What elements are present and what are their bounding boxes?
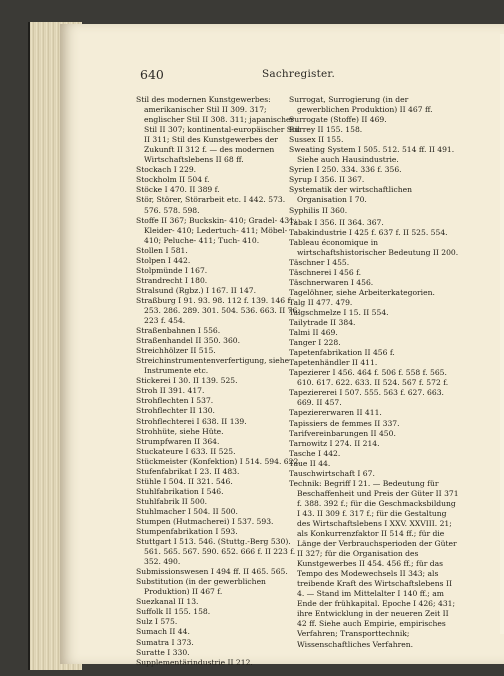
index-entry: Streichinstrumentenverfertigung, siehe Instrumente etc. — [136, 356, 290, 376]
index-entry: Stufenfabrikat I 23. II 483. — [136, 466, 240, 476]
index-entry: Tasche I 442. — [289, 448, 341, 458]
index-entry: Täschnerwaren I 456. — [289, 277, 374, 287]
index-entry: Stroh II 391. 417. — [136, 386, 205, 396]
index-entry: Submissionswesen I 494 ff. II 465. 565. — [136, 567, 288, 577]
index-entry: Tanger I 228. — [289, 338, 341, 348]
index-entry: Stuttgart I 513. 546. (Stuttg.-Berg 530). 561. 565. 567. 590. 652. 666 f. II 223 f. 352. 490. — [136, 537, 296, 567]
index-entry: Strohflechter II 130. — [136, 406, 215, 416]
index-entry: Stöcke I 470. II 389 f. — [136, 185, 220, 195]
index-entry: Stralsund (Rgbz.) I 167. II 147. — [136, 285, 257, 295]
page-number: 640 — [140, 67, 164, 82]
index-entry: Stühle I 504. II 321. 546. — [136, 476, 233, 486]
index-entry: Tapissiers de femmes II 337. — [289, 418, 400, 428]
index-entry: Tapetenfabrikation II 456 f. — [289, 348, 395, 358]
index-entry: Stuhlfabrik II 500. — [136, 496, 208, 506]
index-entry: Tabakindustrie I 425 f. 637 f. II 525. 554. — [289, 227, 448, 237]
index-entry: Suffolk II 155. 158. — [136, 607, 211, 617]
index-entry: Stuckateure I 633. II 525. — [136, 446, 236, 456]
index-entry: Technik: Begriff I 21. — Bedeutung für Beschaffenheit und Preis der Güter II 371 f. 388. 392 f.; für die Geschmacksbildung I 43. II 309 f. 317 f.; für die Gestaltung des Wirtschaftslebens I XXV. XXVIII. 21; als Konkurrenzfaktor II 514 ff.; für die Länge der Verbrauchsperioden der Güter II 327; für die Organisation des Kunstgewerbes II 454. 456 ff.; für das Tempo des Modewechsels II 343; als treibende Kraft des Wirtschaftslebens II 4. — Stand im Mittelalter I 140 ff.; am Ende der frühkapital. Epoche I 426; 431; ihre Entwicklung in der neueren Zeit II 42 ff. Siehe auch Empirie, empirisches Verfahren; Transporttechnik; Wissenschaftliches Verfahren. — [289, 478, 459, 649]
index-entry: Strandrecht I 180. — [136, 275, 208, 285]
index-entry: Sulz I 575. — [136, 617, 178, 627]
index-entry: Surrey II 155. 158. — [289, 125, 363, 135]
index-entry: Talmi II 469. — [289, 328, 338, 338]
index-entry: Surrogat, Surrogierung (in der gewerblichen Produktion) II 467 ff. — [289, 95, 433, 115]
index-entry: Talgschmelze I 15. II 554. — [289, 307, 389, 317]
page-gutter-strip — [500, 34, 504, 634]
index-entry: Tarifvereinbarungen II 450. — [289, 428, 396, 438]
index-entry: Stuhlfabrikation I 546. — [136, 486, 224, 496]
index-entry: Tapetenhändler II 411. — [289, 358, 378, 368]
index-entry: Täschnerei I 456 f. — [289, 267, 362, 277]
index-entry: Stumpen (Hutmacherei) I 537. 593. — [136, 516, 274, 526]
index-column-right — [289, 95, 460, 650]
index-entry: Streichhölzer II 515. — [136, 346, 216, 356]
index-entry: Stil des modernen Kunstgewerbes: amerikanischer Stil II 309. 317; englischer Stil II 308. 311; japanischer Stil II 307; kontinental-europäischer Stil II 311; Stil des Kunstgewerbes der Zukunft II 312 f. — des modernen Wirtschaftslebens II 68 ff. — [136, 95, 300, 165]
index-entry: Systematik der wirtschaftlichen Organisation I 70. — [289, 185, 412, 205]
index-entry: Tailytrade II 384. — [289, 318, 356, 328]
index-entry: Taue II 44. — [289, 458, 331, 468]
index-entry: Tagelöhner, siehe Arbeiterkategorien. — [289, 287, 435, 297]
index-entry: Stolpmünde I 167. — [136, 265, 208, 275]
index-entry: Suratte I 330. — [136, 647, 190, 657]
index-entry: Strumpfwaren II 364. — [136, 436, 220, 446]
index-entry: Syphilis II 360. — [289, 205, 348, 215]
index-column-left — [136, 95, 304, 668]
index-entry: Sumatra I 373. — [136, 637, 194, 647]
index-entry: Talg II 477. 479. — [289, 297, 353, 307]
index-entry: Substitution (in der gewerblichen Produktion) II 467 f. — [136, 577, 266, 597]
index-entry: Tarnowitz I 274. II 214. — [289, 438, 380, 448]
index-entry: Tapeziererei I 507. 555. 563 f. 627. 663. 669. II 457. — [289, 388, 444, 408]
book-page — [60, 24, 504, 667]
index-entry: Stoffe II 367; Buckskin- 410; Gradel- 431; Kleider- 410; Ledertuch- 411; Möbel- 410; Peluche- 411; Tuch- 410. — [136, 215, 297, 245]
index-entry: Strohhüte, siehe Hüte. — [136, 426, 224, 436]
index-entry: Strohflechterei I 638. II 139. — [136, 416, 247, 426]
index-entry: Tauschwirtschaft I 67. — [289, 468, 375, 478]
index-entry: Tableau économique in wirtschaftshistorischer Bedeutung II 200. — [289, 237, 459, 257]
index-entry: Stockholm II 504 f. — [136, 175, 210, 185]
index-entry: Straßburg I 91. 93. 98. 112 f. 139. 146 f. 253. 286. 289. 301. 504. 536. 663. II 76. 223 f. 454. — [136, 295, 300, 326]
index-entry: Sussex II 155. — [289, 135, 344, 145]
index-entry: Stockach I 229. — [136, 165, 197, 175]
index-entry: Straßenhandel II 350. 360. — [136, 336, 241, 346]
index-entry: Syrup I 356. II 367. — [289, 175, 365, 185]
index-entry: Sweating System I 505. 512. 514 ff. II 491. Siehe auch Hausindustrie. — [289, 145, 455, 165]
index-entry: Straßenbahnen I 556. — [136, 326, 221, 336]
index-entry: Stumpenfabrikation I 593. — [136, 527, 238, 537]
page-header — [60, 67, 504, 83]
index-entry: Supplementärindustrie II 212. — [136, 657, 253, 667]
index-entry: Tapezierer I 456. 464 f. 506 f. 558 f. 565. 610. 617. 622. 633. II 524. 567 f. 572 f. — [289, 368, 449, 388]
index-entry: Suezkanal II 13. — [136, 597, 199, 607]
index-entry: Stollen I 581. — [136, 245, 188, 255]
index-entry: Tabak I 356. II 364. 367. — [289, 217, 384, 227]
index-entry: Syrien I 250. 334. 336 f. 356. — [289, 165, 402, 175]
index-entry: Stückmeister (Konfektion) I 514. 594. 622. — [136, 456, 301, 466]
running-head: Sachregister. — [262, 68, 336, 80]
index-entry: Sumach II 44. — [136, 627, 190, 637]
index-entry: Stör, Störer, Störarbeit etc. I 442. 573. 576. 578. 598. — [136, 195, 286, 215]
index-entry: Surrogate (Stoffe) II 469. — [289, 115, 387, 125]
index-entry: Täschner I 455. — [289, 257, 350, 267]
index-entry: Tapeziererwaren II 411. — [289, 408, 382, 418]
index-entry: Strohflechten I 537. — [136, 396, 214, 406]
index-entry: Stolpen I 442. — [136, 255, 191, 265]
index-entry: Stickerei I 30. II 139. 525. — [136, 376, 238, 386]
index-entry: Stuhlmacher I 504. II 500. — [136, 506, 238, 516]
